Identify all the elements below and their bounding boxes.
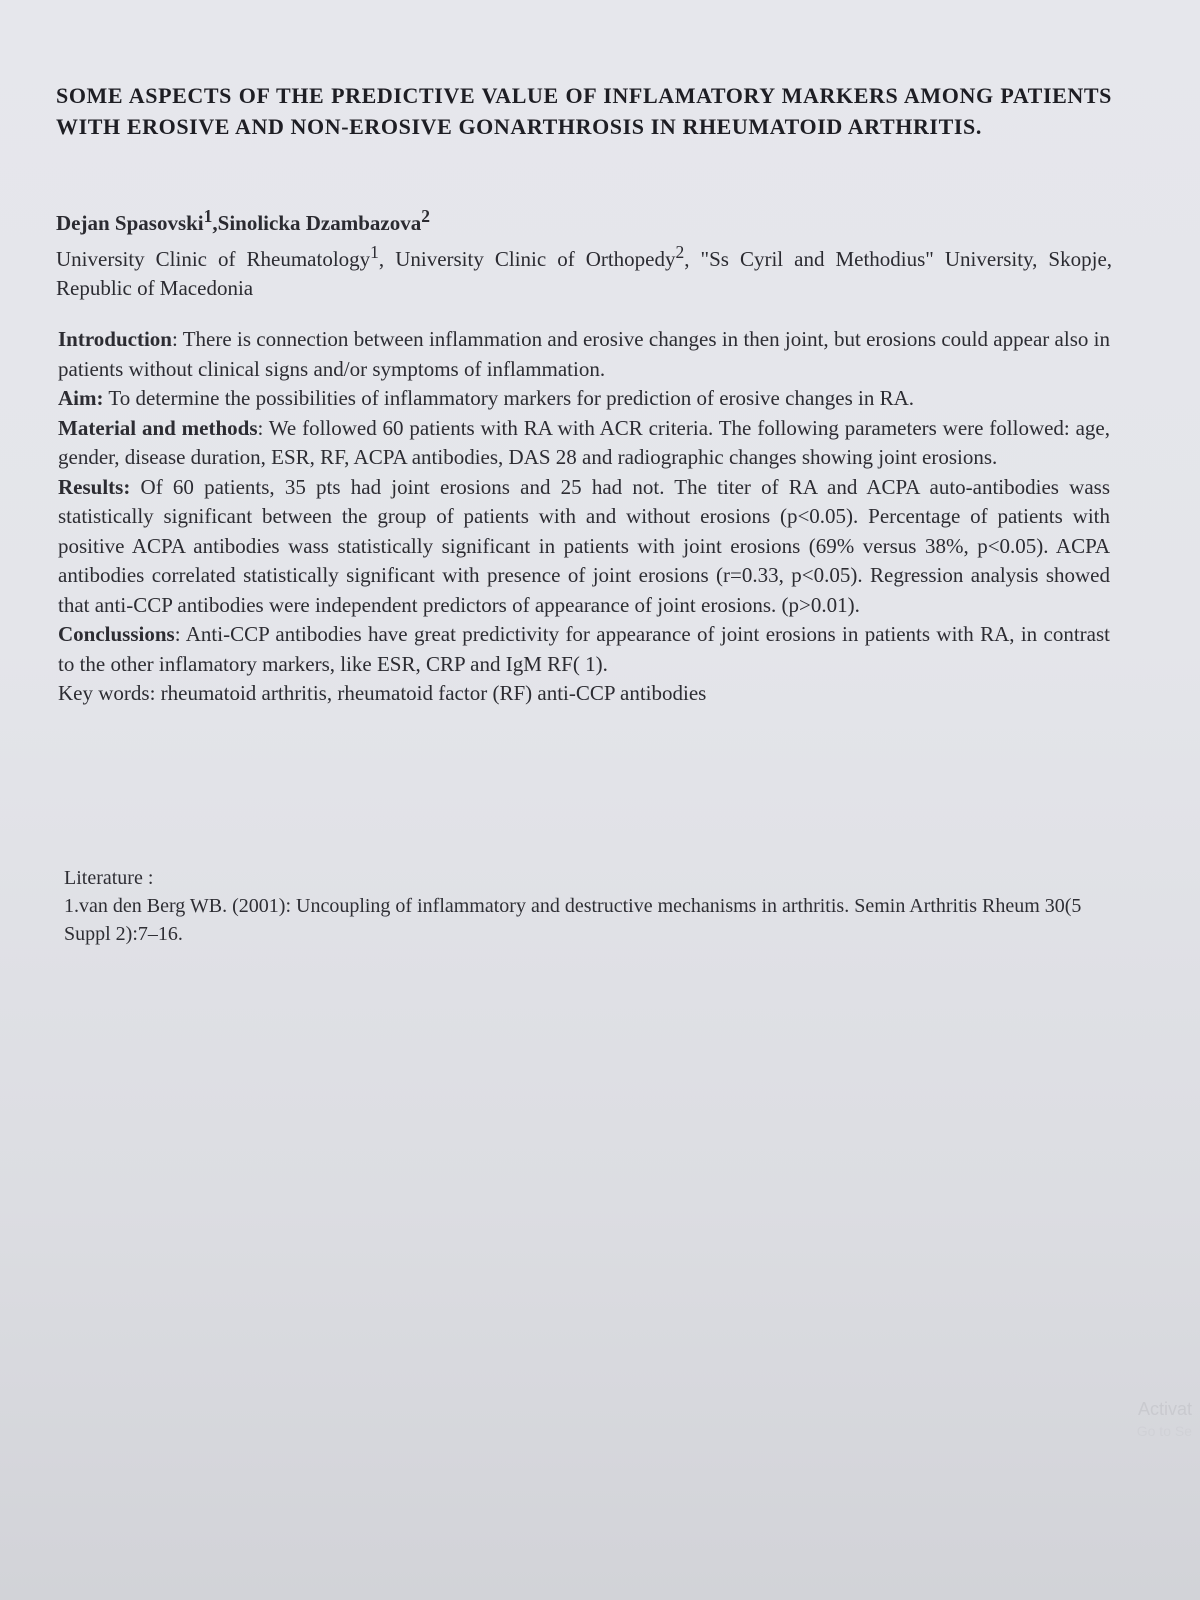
abstract-body	[58, 325, 1110, 709]
author-2-affil-mark: 2	[421, 206, 430, 226]
affiliation-2: University Clinic of Orthopedy	[395, 247, 676, 271]
watermark-line-1: Activat	[1137, 1399, 1192, 1419]
author-names	[56, 202, 1112, 238]
keywords: Key words: rheumatoid arthritis, rheumatoid factor (RF) anti-CCP antibodies	[58, 681, 707, 705]
introduction-text: : There is connection between inflammation and erosive changes in then joint, but erosions could appear also in patients without clinical signs and/or symptoms of inflammation.	[58, 327, 1110, 381]
reference-1: 1.van den Berg WB. (2001): Uncoupling of inflammatory and destructive mechanisms in arthritis. Semin Arthritis Rheum 30(5 Suppl 2):7–16.	[64, 895, 1082, 945]
results-text: Of 60 patients, 35 pts had joint erosions and 25 had not. The titer of RA and ACPA auto-antibodies wass statistically significant between the group of patients with and without erosions (p<0.05). Percentage of patients with positive ACPA antibodies wass statistically significant in patients with joint erosions (69% versus 38%, p<0.05). ACPA antibodies correlated statistically significant with presence of joint erosions (r=0.33, p<0.05). Regression analysis showed that anti-CCP antibodies were independent predictors of appearance of joint erosions. (p>0.01).	[58, 474, 1110, 617]
introduction-label: Introduction	[58, 327, 172, 351]
literature-heading: Literature :	[64, 867, 154, 889]
author-separator: ,	[212, 211, 218, 235]
aim-paragraph	[58, 384, 1110, 414]
affiliation-1: University Clinic of Rheumatology	[56, 247, 371, 271]
methods-label: Material and methods	[58, 415, 258, 440]
affiliations	[56, 238, 1112, 303]
affiliation-1-mark: 1	[370, 242, 379, 262]
affiliation-university: , "Ss Cyril and Methodius" University, Skopje, Republic of Macedonia	[56, 247, 1113, 300]
results-label: Results:	[58, 474, 131, 499]
affiliation-2-mark: 2	[675, 242, 685, 262]
watermark-line-2: Go to Se	[1136, 1423, 1192, 1439]
activation-watermark	[1137, 1398, 1192, 1442]
methods-text: : We followed 60 patients with RA with ACR criteria. The following parameters were followed: age, gender, disease duration, ESR, RF, ACPA antibodies, DAS 28 and radiographic changes showing joint erosions.	[58, 415, 1110, 469]
aim-text: To determine the possibilities of inflammatory markers for prediction of erosive changes in RA.	[103, 386, 915, 410]
author-block	[56, 202, 1112, 303]
conclusions-label: Conclussions	[58, 622, 175, 646]
affiliation-separator: ,	[378, 247, 396, 271]
author-2: Sinolicka Dzambazova	[217, 211, 422, 235]
conclusions-text: : Anti-CCP antibodies have great predictivity for appearance of joint erosions in patients with RA, in contrast to the other inflamatory markers, like ESR, CRP and IgM RF( 1).	[58, 622, 1110, 676]
author-1: Dejan Spasovski	[56, 211, 204, 235]
conclusions-paragraph	[58, 620, 1110, 679]
author-1-affil-mark: 1	[203, 206, 213, 226]
aim-label: Aim:	[58, 386, 104, 410]
methods-paragraph	[58, 414, 1110, 473]
results-paragraph	[58, 473, 1110, 621]
literature-section	[64, 864, 1114, 948]
paper-title: SOME ASPECTS OF THE PREDICTIVE VALUE OF INFLAMATORY MARKERS AMONG PATIENTS WITH EROSIVE AND NON-EROSIVE GONARTHROSIS IN RHEUMATOID ARTHRITIS.	[56, 83, 1112, 139]
introduction-paragraph	[58, 325, 1110, 384]
